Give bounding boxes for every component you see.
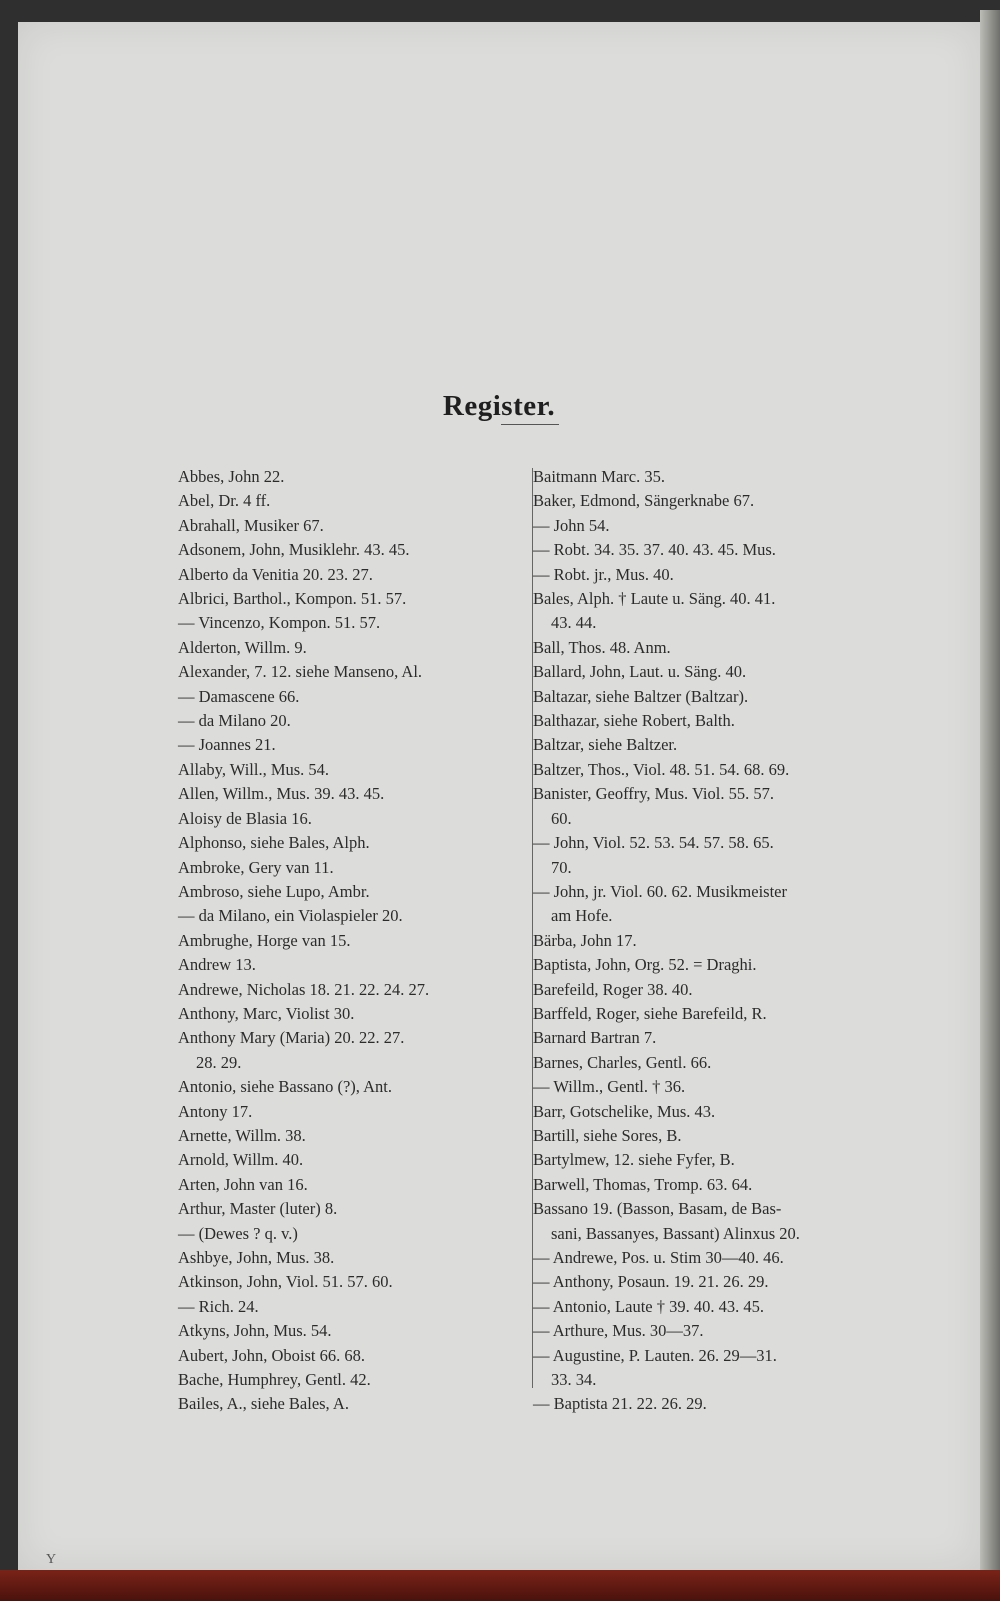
- register-entry: Balthazar, siehe Robert, Balth.: [533, 711, 735, 731]
- register-entry: Atkyns, John, Mus. 54.: [178, 1321, 332, 1341]
- register-entry: Atkinson, John, Viol. 51. 57. 60.: [178, 1272, 393, 1292]
- register-entry: Adsonem, John, Musiklehr. 43. 45.: [178, 540, 410, 560]
- register-column-right: [533, 465, 908, 1417]
- register-entry: — John, Viol. 52. 53. 54. 57. 58. 65.: [533, 833, 774, 853]
- register-entry: Bärba, John 17.: [533, 930, 637, 950]
- register-entry: 33. 34.: [551, 1370, 597, 1390]
- register-entry: Alberto da Venitia 20. 23. 27.: [178, 564, 373, 584]
- register-entry: — Anthony, Posaun. 19. 21. 26. 29.: [533, 1272, 769, 1292]
- register-entry: 60.: [551, 808, 572, 828]
- register-entry: Anthony, Marc, Violist 30.: [178, 1003, 355, 1023]
- register-entry: — Robt. jr., Mus. 40.: [533, 564, 674, 584]
- register-entry: Anthony Mary (Maria) 20. 22. 27.: [178, 1028, 405, 1048]
- book-page: [18, 22, 980, 1570]
- register-entry: — Antonio, Laute † 39. 40. 43. 45.: [533, 1296, 764, 1316]
- register-entry: Abbes, John 22.: [178, 467, 285, 486]
- title-divider: [501, 424, 559, 425]
- register-entry: Allaby, Will., Mus. 54.: [178, 759, 330, 779]
- register-entry: Baitmann Marc. 35.: [533, 467, 665, 486]
- register-entry: Arnold, Willm. 40.: [178, 1150, 304, 1170]
- page-edge: [980, 10, 1000, 1570]
- register-entry: Bassano 19. (Basson, Basam, de Bas-: [533, 1199, 782, 1219]
- register-entry: — da Milano 20.: [178, 711, 291, 731]
- register-entry: Bartill, siehe Sores, B.: [533, 1125, 682, 1145]
- register-entry: Barefeild, Roger 38. 40.: [533, 979, 693, 999]
- register-entry: 43. 44.: [551, 613, 597, 633]
- register-entry: Barr, Gotschelike, Mus. 43.: [533, 1101, 716, 1121]
- register-entry: Aloisy de Blasia 16.: [178, 808, 312, 828]
- register-entry: Bales, Alph. † Laute u. Säng. 40. 41.: [533, 589, 776, 609]
- register-entry: Baker, Edmond, Sängerknabe 67.: [533, 491, 755, 511]
- register-entry: Ambrughe, Horge van 15.: [178, 930, 351, 950]
- register-entry: Ballard, John, Laut. u. Säng. 40.: [533, 662, 747, 682]
- binding-strip: [0, 1570, 1000, 1601]
- register-entry: Arnette, Willm. 38.: [178, 1125, 306, 1145]
- register-entry: Allen, Willm., Mus. 39. 43. 45.: [178, 784, 385, 804]
- register-entry: Abrahall, Musiker 67.: [178, 515, 324, 535]
- register-entry: — Robt. 34. 35. 37. 40. 43. 45. Mus.: [533, 540, 776, 560]
- register-entry: 70.: [551, 857, 572, 877]
- register-entry: — Damascene 66.: [178, 686, 300, 706]
- register-entry: — Augustine, P. Lauten. 26. 29—31.: [533, 1345, 777, 1365]
- register-entry: Baltzer, Thos., Viol. 48. 51. 54. 68. 69.: [533, 759, 790, 779]
- register-entry: — (Dewes ? q. v.): [178, 1223, 298, 1243]
- register-entry: Andrewe, Nicholas 18. 21. 22. 24. 27.: [178, 979, 430, 999]
- register-entry: — Willm., Gentl. † 36.: [533, 1077, 686, 1097]
- register-entry: am Hofe.: [551, 906, 613, 926]
- register-entry: Albrici, Barthol., Kompon. 51. 57.: [178, 589, 407, 609]
- register-entry: Ambroso, siehe Lupo, Ambr.: [178, 881, 370, 901]
- corner-mark: Y: [46, 1552, 57, 1567]
- register-entry: Arthur, Master (luter) 8.: [178, 1199, 338, 1219]
- register-entry: Ashbye, John, Mus. 38.: [178, 1248, 335, 1267]
- register-entry: Alderton, Willm. 9.: [178, 637, 307, 657]
- register-entry: — Arthure, Mus. 30—37.: [533, 1321, 704, 1341]
- register-entry: Ambroke, Gery van 11.: [178, 857, 334, 877]
- register-entry: Banister, Geoffry, Mus. Viol. 55. 57.: [533, 784, 774, 804]
- page-title: Register.: [442, 390, 556, 422]
- register-entry: Alphonso, siehe Bales, Alph.: [178, 833, 370, 853]
- register-entry: Antony 17.: [178, 1101, 253, 1121]
- register-entry: — Vincenzo, Kompon. 51. 57.: [178, 613, 381, 633]
- register-entry: Antonio, siehe Bassano (?), Ant.: [178, 1077, 393, 1097]
- register-column-left: [178, 465, 518, 1417]
- register-entry: Andrew 13.: [178, 955, 256, 975]
- register-entry: Barnes, Charles, Gentl. 66.: [533, 1052, 712, 1072]
- register-entry: Bailes, A., siehe Bales, A.: [178, 1394, 349, 1414]
- register-entry: Arten, John van 16.: [178, 1174, 308, 1194]
- register-entry: Alexander, 7. 12. siehe Manseno, Al.: [178, 662, 423, 682]
- register-entry: Baptista, John, Org. 52. = Draghi.: [533, 955, 757, 975]
- register-entry: — John, jr. Viol. 60. 62. Musikmeister: [533, 881, 788, 901]
- register-entry: Baltzar, siehe Baltzer.: [533, 735, 678, 755]
- register-entry: — Baptista 21. 22. 26. 29.: [533, 1394, 707, 1414]
- register-entry: Bartylmew, 12. siehe Fyfer, B.: [533, 1150, 735, 1170]
- register-entry: Baltazar, siehe Baltzer (Baltzar).: [533, 686, 749, 706]
- register-entry: — John 54.: [533, 515, 610, 535]
- register-entry: — da Milano, ein Violaspieler 20.: [178, 906, 403, 926]
- register-entry: Ball, Thos. 48. Anm.: [533, 637, 671, 657]
- register-entry: — Joannes 21.: [178, 735, 276, 755]
- register-entry: — Andrewe, Pos. u. Stim 30—40. 46.: [533, 1248, 784, 1267]
- register-entry: Aubert, John, Oboist 66. 68.: [178, 1345, 365, 1365]
- register-entry: Barffeld, Roger, siehe Barefeild, R.: [533, 1003, 767, 1023]
- register-entry: sani, Bassanyes, Bassant) Alinxus 20.: [551, 1223, 800, 1243]
- register-entry: Barnard Bartran 7.: [533, 1028, 657, 1048]
- register-entry: Barwell, Thomas, Tromp. 63. 64.: [533, 1174, 753, 1194]
- register-entry: Abel, Dr. 4 ff.: [178, 491, 271, 511]
- register-entry: — Rich. 24.: [178, 1296, 259, 1316]
- register-entry: 28. 29.: [196, 1052, 242, 1072]
- register-entry: Bache, Humphrey, Gentl. 42.: [178, 1370, 371, 1390]
